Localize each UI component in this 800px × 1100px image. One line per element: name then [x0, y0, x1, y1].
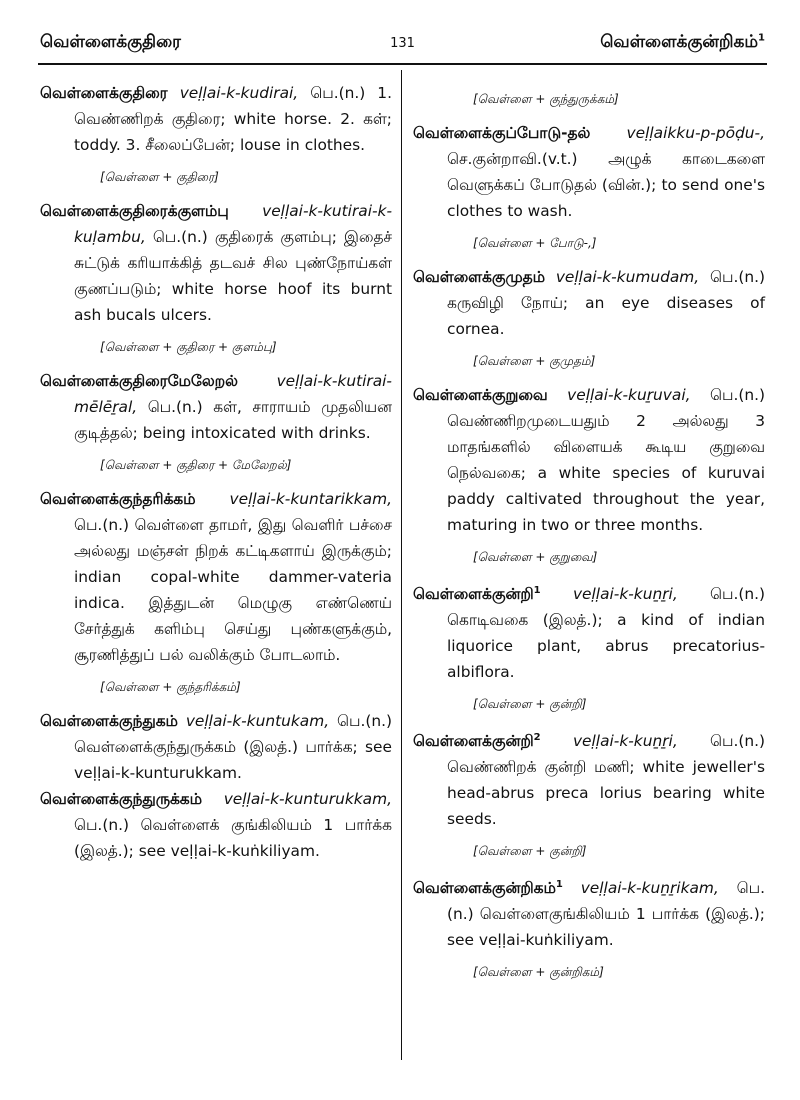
headword-text: வெள்ளைக்குன்றி — [413, 732, 534, 751]
dictionary-entry — [413, 90, 765, 108]
dictionary-entry — [413, 578, 765, 713]
headword-text: வெள்ளைக்குன்றிகம் — [413, 879, 556, 898]
entry-body — [40, 786, 392, 864]
entry-transliteration: veḷḷai-k-kutirai-k-kuḷambu, — [74, 202, 392, 246]
entry-transliteration: veḷḷaikku-p-pōḍu-, — [626, 124, 765, 142]
entry-transliteration: veḷḷai-k-kuṉṟikam, — [580, 879, 719, 898]
dictionary-entry — [40, 80, 392, 186]
dictionary-entry — [413, 872, 765, 981]
entry-etymology: [வெள்ளை + குந்தரிக்கம்] — [100, 680, 241, 694]
headword-text: வெள்ளைக்குந்தரிக்கம் — [40, 490, 196, 508]
header-right-text: வெள்ளைக்குன்றிகம் — [600, 32, 759, 52]
entry-body — [413, 578, 765, 685]
entry-etymology: [வெள்ளை + குறுவை] — [473, 550, 598, 564]
page-number: 131 — [390, 36, 415, 51]
entry-body — [40, 486, 392, 668]
dictionary-entry — [40, 486, 392, 696]
entry-body — [413, 120, 765, 224]
dictionary-entry — [413, 725, 765, 860]
entry-definition: பெ.(n.) கொடிவகை (இலத்.); a kind of indian liquorice plant, abrus precatorius-albiflora. — [447, 585, 765, 682]
entry-definition: பெ.(n.) வெள்ளைக்குந்துருக்கம் (இலத்.) பார்க்க; see veḷḷai-k-kunturukkam. — [74, 712, 392, 782]
entry-headword — [413, 268, 545, 286]
entry-body — [40, 708, 392, 786]
entry-etymology: [வெள்ளை + குன்றி] — [473, 697, 587, 712]
entry-etymology: [வெள்ளை + குந்துருக்கம்] — [473, 92, 619, 106]
dictionary-entry — [40, 708, 392, 786]
entry-transliteration: veḷḷai-k-kuntukam, — [185, 712, 330, 730]
dictionary-entry — [40, 786, 392, 864]
entry-definition: பெ.(n.) குதிரைக் குளம்பு; இதைச் சுட்டுக் கரியாக்கித் தடவச் சில புண்நோய்கள் குணப்படும்; white horse hoof its burnt ash bucals ulcers. — [74, 228, 392, 324]
entry-definition: பெ.(n.) வெண்ணிறக் குன்றி மணி; white jeweller's head-abrus preca lorius bearing white seeds. — [447, 732, 765, 829]
entry-etymology: [வெள்ளை + குமுதம்] — [473, 354, 596, 368]
headword-text: வெள்ளைக்குறுவை — [413, 386, 548, 404]
entry-headword — [40, 790, 202, 808]
entry-etymology: [வெள்ளை + குன்றி] — [473, 844, 587, 859]
entry-definition: செ.குன்றாவி.(v.t.) அழுக் காடைகளை வெளுக்கப் போடுதல் (வின்.); to send one's clothes to wash. — [447, 150, 765, 220]
entry-body — [40, 80, 392, 158]
entry-transliteration: veḷḷai-k-kumudam, — [555, 268, 700, 286]
headword-text: வெள்ளைக்குதிரைமேலேறல் — [40, 372, 238, 390]
dictionary-entry — [413, 382, 765, 566]
headword-text: வெள்ளைக்குன்றி — [413, 585, 534, 604]
headword-superscript: 1 — [533, 585, 541, 596]
entry-body — [413, 725, 765, 832]
headword-text: வெள்ளைக்குந்துருக்கம் — [40, 790, 203, 808]
header-right-guideword — [600, 32, 765, 54]
entry-definition: பெ.(n.) கருவிழி நோய்; an eye diseases of cornea. — [447, 268, 765, 338]
entry-transliteration: veḷḷai-k-kuntarikkam, — [229, 490, 392, 508]
entry-definition: பெ.(n.) கள், சாராயம் முதலியன குடித்தல்; being intoxicated with drinks. — [74, 398, 392, 442]
entry-headword — [40, 202, 229, 220]
entry-etymology: [வெள்ளை + போடு-,] — [473, 236, 597, 250]
entry-transliteration: veḷḷai-k-kudirai, — [179, 84, 299, 102]
headword-text: வெள்ளைக்குப்போடு-தல் — [413, 124, 591, 142]
entry-etymology: [வெள்ளை + குதிரை] — [100, 170, 219, 184]
headword-superscript: 1 — [555, 879, 563, 891]
column-divider — [401, 70, 402, 1060]
entry-transliteration: veḷḷai-k-kutirai-mēlēṟal, — [74, 372, 392, 416]
left-column — [40, 80, 392, 864]
header-rule — [38, 63, 767, 65]
entry-body — [413, 382, 765, 538]
headword-superscript: 2 — [533, 732, 541, 744]
entry-definition: பெ.(n.) வெள்ளைக் குங்கிலியம் 1 பார்க்க (இலத்.); see veḷḷai-k-kuṅkiliyam. — [74, 816, 392, 860]
entry-transliteration: veḷḷai-k-kuṟuvai, — [567, 386, 691, 404]
headword-text: வெள்ளைக்குந்துகம் — [40, 712, 178, 730]
entry-etymology: [வெள்ளை + குன்றிகம்] — [473, 965, 604, 980]
entry-body — [40, 368, 392, 446]
entry-etymology: [வெள்ளை + குதிரை + மேலேறல்] — [100, 458, 292, 472]
dictionary-entry — [413, 120, 765, 252]
entry-headword — [40, 84, 168, 102]
dictionary-entry — [40, 368, 392, 474]
entry-transliteration: veḷḷai-k-kuṉṟi, — [572, 585, 678, 604]
entry-definition: பெ.(n.) வெள்ளைகுங்கிலியம் 1 பார்க்க (இலத்.); see veḷḷai-kuṅkiliyam. — [447, 879, 765, 950]
entry-headword — [40, 372, 238, 390]
dictionary-entry — [40, 198, 392, 356]
entry-transliteration: veḷḷai-k-kuṉṟi, — [572, 732, 678, 751]
entry-transliteration: veḷḷai-k-kunturukkam, — [223, 790, 392, 808]
headword-text: வெள்ளைக்குதிரைக்குளம்பு — [40, 202, 229, 220]
entry-headword — [413, 124, 590, 142]
entry-definition: பெ.(n.) வெள்ளை தாமர், இது வெளிர் பச்சை அல்லது மஞ்சள் நிறக் கட்டிகளாய் இருக்கும்; indian copal-white dammer-vateria indica. இத்துடன் மெழுகு எண்ணெய் சேர்த்துக் களிம்பு செய்து புண்களுக்கும், சூரணித்துப் பல் வலிக்கும் போடலாம். — [74, 516, 392, 664]
page-header — [40, 30, 765, 64]
entry-headword — [413, 879, 563, 897]
header-left-guideword: வெள்ளைக்குதிரை — [40, 32, 181, 52]
entry-headword — [413, 386, 548, 404]
dictionary-entry — [413, 264, 765, 370]
entry-headword — [413, 732, 541, 750]
entry-headword — [40, 490, 196, 508]
right-column — [413, 80, 765, 993]
entry-body — [413, 872, 765, 953]
entry-definition: பெ.(n.) வெண்ணிறமுடையதும் 2 அல்லது 3 மாதங்களில் விளையக் கூடிய குறுவை நெல்வகை; a white species of kuruvai paddy caltivated throughout the year, maturing in two or three months. — [447, 386, 765, 534]
entry-headword — [413, 585, 541, 603]
entry-headword — [40, 712, 178, 730]
entry-definition: பெ.(n.) 1. வெண்ணிறக் குதிரை; white horse. 2. கள்; toddy. 3. சீலைப்பேன்; louse in clothes. — [74, 84, 392, 154]
entry-etymology: [வெள்ளை + குதிரை + குளம்பு] — [100, 340, 277, 354]
entry-body — [413, 264, 765, 342]
headword-text: வெள்ளைக்குதிரை — [40, 84, 168, 102]
headword-text: வெள்ளைக்குமுதம் — [413, 268, 545, 286]
entry-body — [40, 198, 392, 328]
header-right-superscript: 1 — [758, 32, 765, 44]
